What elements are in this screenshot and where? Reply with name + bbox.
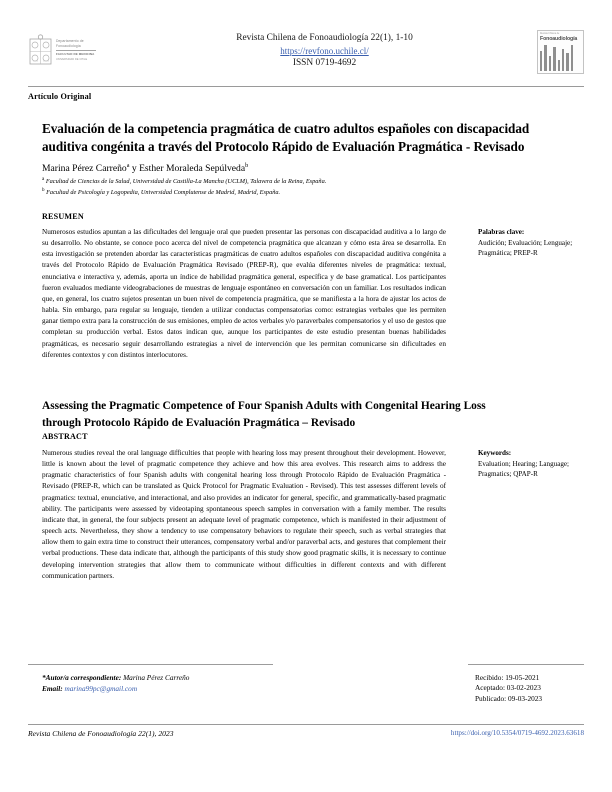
keywords-en-title: Keywords: [478,449,512,457]
abstract-text: Numerous studies reveal the oral language difficulties that people with hearing loss may present throughout their development. However, little is known about the level of pragmatic competence they achieve and how this area evolves. This research aims to address the pragmatic characteristics of four Spanish adults with congenital hearing loss through Protocolo Rápido de Evaluación Pragmática - Revisado (PREP-R, which can be translated as Quick Protocol for Pragmatic Evaluation - Revised). This test assesses different levels of pragmatics: textual, enunciative, and interactional, and also provides an indicator for general, specific, and grammatically-based pragmatic ability. The participants were assessed by videotaping spontaneous speech samples in conversation with a family member. The results indicate that, in general, the four subjects present an adequate level of pragmatic competence, which is manifested in their adjustment of speech acts. Nevertheless, they show a tendency to use compensatory behaviors to regulate their speech, such as verbal strategies that allow them to gain extra time to construct their utterances, compensatory verbal and/or paraverbal acts, and gestures that complement their verbal productions. These data indicate that, although the participants of this study show good pragmatic skills, it is necessary to continue developing intervention strategies that allow them to communicate without difficulties in different contexts and with different communication partners. [42,449,446,580]
journal-citation: Revista Chilena de Fonoaudiología 22(1), 1-10 [236,33,413,43]
publication-dates-block [475,673,595,704]
affiliation-item [42,176,562,187]
author-marker-1: a [126,162,130,169]
date-received: Recibido: 19-05-2021 [475,673,540,682]
author-name-2: Esther Moraleda Sepúlveda [139,163,246,175]
journal-url-link[interactable]: https://revfono.uchile.cl/ [280,45,369,56]
keywords-en-text: Evaluation; Hearing; Language; Pragmatics; QPAP-R [478,460,570,479]
masthead-divider [28,86,584,87]
journal-issn: ISSN 0719-4692 [292,58,357,68]
affiliation-text: Facultad de Ciencias de la Salud, Universidad de Castilla-La Mancha (UCLM), Talavera de la Reina, España. [45,178,327,186]
logo-divider [56,50,96,51]
abstract-heading: ABSTRACT [42,432,88,441]
correspondence-label: *Autor/a correspondiente: [42,673,122,682]
author-marker-2: b [245,162,249,169]
correspondence-block [42,673,292,694]
journal-cover-thumbnail [537,30,584,74]
affiliation-marker: b [42,187,45,193]
email-link[interactable]: marina99pc@gmail.com [62,683,138,693]
affiliation-marker: a [42,177,45,182]
page-title-en: Assessing the Pragmatic Competence of Four Spanish Adults with Congenital Hearing Loss through Protocolo Rápido de Evaluación Pragmática – Revisado [42,400,486,429]
university-crest-icon [28,34,53,66]
affiliation-list [42,176,562,197]
journal-header [112,30,537,70]
journal-cover-title: Fonoaudiología [540,36,578,42]
page-masthead [28,30,584,86]
keywords-en-block [478,448,584,480]
page-title-es: Evaluación de la competencia pragmática de cuatro adultos españoles con discapacidad auditiva congénita a través del Protocolo Rápido de Evaluación Pragmática - Revisado [42,120,530,155]
keywords-es-title: Palabras clave: [478,228,525,236]
date-accepted: Aceptado: 03-02-2023 [475,683,541,693]
author-list [42,160,562,175]
university-logo-text [56,39,96,61]
keywords-es-block [478,227,584,259]
journal-cover-top-line: Revista Chilena de [540,33,560,35]
footer-divider [28,724,584,725]
date-published: Publicado: 09-03-2023 [475,693,543,703]
affiliation-text: Facultad de Psicología y Logopedia, Universidad Complutense de Madrid, Madrid, España. [46,188,281,196]
journal-cover-bars-graphic [540,43,581,71]
university-logo [28,30,112,70]
author-conjunction: y [129,163,140,175]
keywords-es-text: Audición; Evaluación; Lenguaje; Pragmática; PREP-R [478,239,573,258]
correspondence-divider [28,664,273,665]
correspondence-email-line [42,684,292,695]
footer-journal-citation: Revista Chilena de Fonoaudiología 22(1), 2023 [28,729,174,738]
author-name-1: Marina Pérez Carreño [42,163,127,175]
dates-divider [468,664,584,665]
email-label: Email: [42,683,63,693]
university-name: UNIVERSIDAD DE CHILE [56,58,88,61]
correspondence-author-name: Marina Pérez Carreño [121,673,190,682]
resumen-heading: RESUMEN [42,212,84,221]
affiliation-item [42,187,562,198]
footer-doi-link[interactable]: https://doi.org/10.5354/0719-4692.2023.63618 [450,729,584,737]
university-dept-line2: Fonoaudiología [56,44,81,49]
university-faculty: FACULTAD DE MEDICINA [56,52,95,57]
correspondence-author-line [42,673,292,684]
article-type-label: Artículo Original [28,92,92,101]
resumen-text: Numerosos estudios apuntan a las dificultades del lenguaje oral que pueden presentar las personas con discapacidad auditiva a lo largo de su desarrollo. No obstante, se conoce poco acerca del nivel de competencia pragmática que alcanzan y cómo esta área se desarrolla. En esta investigación se pretenden abordar las características pragmáticas de cuatro adultos españoles con discapacidad auditiva congénita a través del Protocolo Rápido de Evaluación Pragmática Revisado (PREP-R), que evalúa diferentes niveles de pragmática: textual, enunciativa e interactiva y, además, aporta un índice de habilidad pragmática general, específica y de base gramatical. Los participantes fueron evaluados mediante videograbaciones de muestras de lenguaje espontáneo en conversación con un familiar. Los resultados indican que, en general, los cuatro sujetos presentan un buen nivel de competencia pragmática, que se manifiesta a la hora de ajustar los actos de habla. Sin embargo, para regular su lenguaje, tienden a utilizar conductas compensatorias como: estrategias verbales que les permiten ganar tiempo extra para la construcción de sus emisiones, empleo de actos verbales y/o paraverbales compensatorios y el uso de gestos que completan su producción verbal. Estos datos indican que, aunque los participantes de este estudio presentan buenas habilidades pragmáticas, es necesario seguir desarrollando estrategias a nivel de intervención que les permitan comunicarse sin dificultades en diferentes contextos y con distintos interlocutores. [42,228,446,359]
university-dept-line1: Departamento de [56,39,84,43]
